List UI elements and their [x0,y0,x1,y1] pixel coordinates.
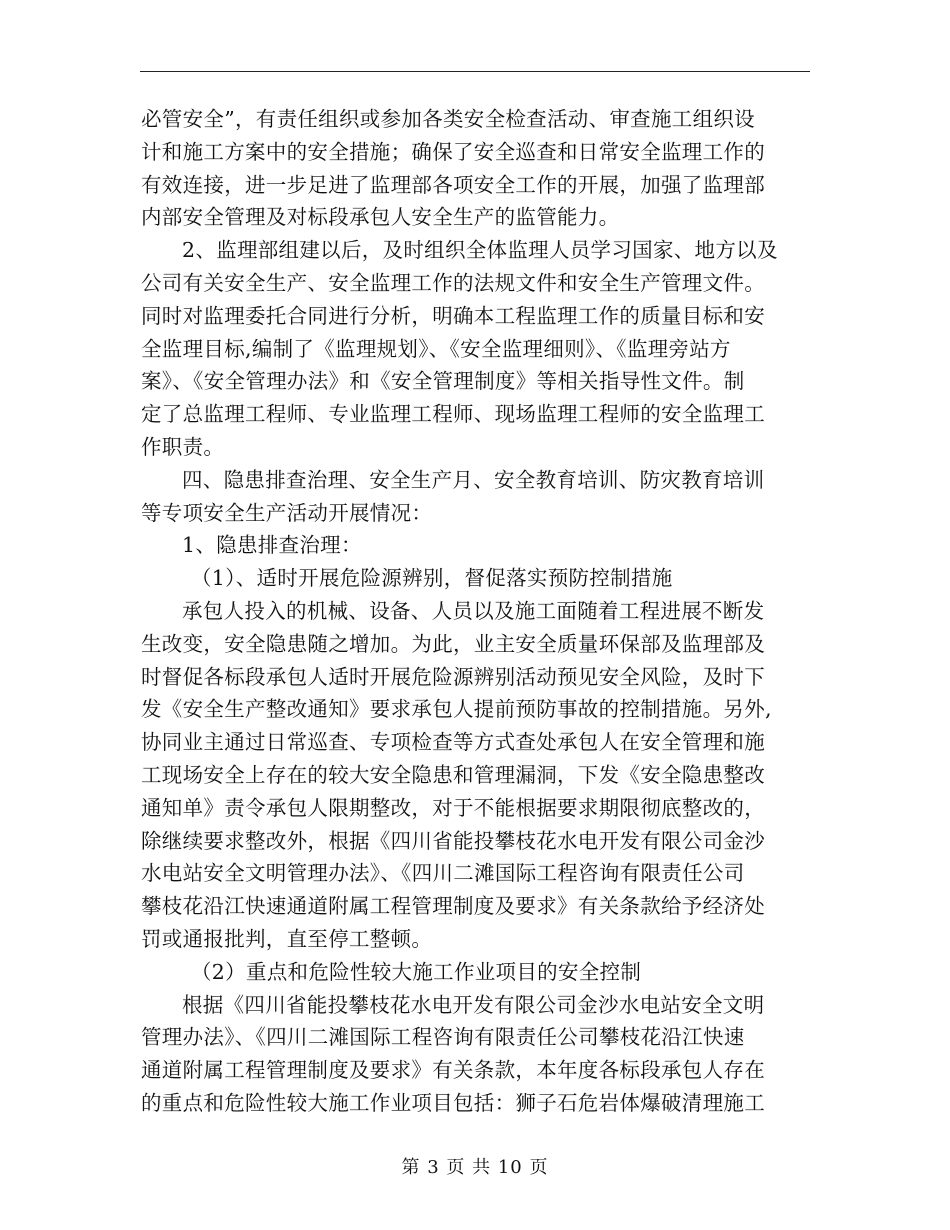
text-line: 同时对监理委托合同进行分析，明确本工程监理工作的质量目标和安 [141,303,765,328]
text-line: 时督促各标段承包人适时开展危险源辨别活动预见安全风险，及时下 [141,664,765,689]
page-number-footer: 第 3 页 共 10 页 [401,1157,549,1178]
document-body [141,103,811,1120]
text-line: 除继续要求整改外，根据《四川省能投攀枝花水电开发有限公司金沙 [141,828,765,853]
text-line: 管理办法》、《四川二滩国际工程咨询有限责任公司攀枝花沿江快速 [141,1025,745,1050]
item-heading: （2）重点和危险性较大施工作业项目的安全控制 [191,959,642,984]
text-line: 水电站安全文明管理办法》、《四川二滩国际工程咨询有限责任公司 [141,861,745,886]
text-line: 通道附属工程管理制度及要求》有关条款，本年度各标段承包人存在 [141,1058,765,1083]
text-line: 罚或通报批判，直至停工整顿。 [141,926,433,951]
text-line: 全监理目标,编制了《监理规划》、《安全监理细则》、《监理旁站方 [141,336,731,361]
text-line: 攀枝花沿江快速通道附属工程管理制度及要求》有关条款给予经济处 [141,894,765,919]
text-line: 通知单》责令承包人限期整改，对于不能根据要求期限彻底整改的， [141,795,765,820]
text-line: 内部安全管理及对标段承包人安全生产的监管能力。 [141,205,620,230]
text-line: 协同业主通过日常巡查、专项检查等方式查处承包人在安全管理和施 [141,730,765,755]
section-heading-continued: 等专项安全生产活动开展情况： [141,500,433,525]
paragraph-start-line: 根据《四川省能投攀枝花水电开发有限公司金沙水电站安全文明 [182,992,765,1017]
section-heading: 四、隐患排查治理、安全生产月、安全教育培训、防灾教育培训 [182,467,765,492]
paragraph-start-line: 2、监理部组建以后，及时组织全体监理人员学习国家、地方以及 [182,238,778,263]
text-line: 的重点和危险性较大施工作业项目包括：狮子石危岩体爆破清理施工 [141,1090,765,1115]
header-rule [140,71,810,72]
text-line: 工现场安全上存在的较大安全隐患和管理漏洞，下发《安全隐患整改 [141,762,765,787]
text-line: 必管安全”，有责任组织或参加各类安全检查活动、审查施工组织设 [141,107,755,131]
text-line: 计和施工方案中的安全措施；确保了安全巡查和日常安全监理工作的 [141,139,765,164]
subsection-heading: 1、隐患排查治理： [182,533,362,558]
text-line: 生改变，安全隐患随之增加。为此，业主安全质量环保部及监理部及 [141,631,765,656]
text-line: 公司有关安全生产、安全监理工作的法规文件和安全生产管理文件。 [141,270,765,295]
text-line: 发《安全生产整改通知》要求承包人提前预防事故的控制措施。另外, [141,697,772,722]
text-line: 有效连接，进一步足进了监理部各项安全工作的开展，加强了监理部 [141,172,765,197]
item-heading: （1）、适时开展危险源辨别，督促落实预防控制措施 [191,566,673,591]
text-line: 案》、《安全管理办法》和《安全管理制度》等相关指导性文件。制 [141,369,745,394]
text-line: 作职责。 [141,434,225,459]
paragraph-start-line: 承包人投入的机械、设备、人员以及施工面随着工程进展不断发 [182,598,765,623]
text-line: 定了总监理工程师、专业监理工程师、现场监理工程师的安全监理工 [141,402,765,427]
